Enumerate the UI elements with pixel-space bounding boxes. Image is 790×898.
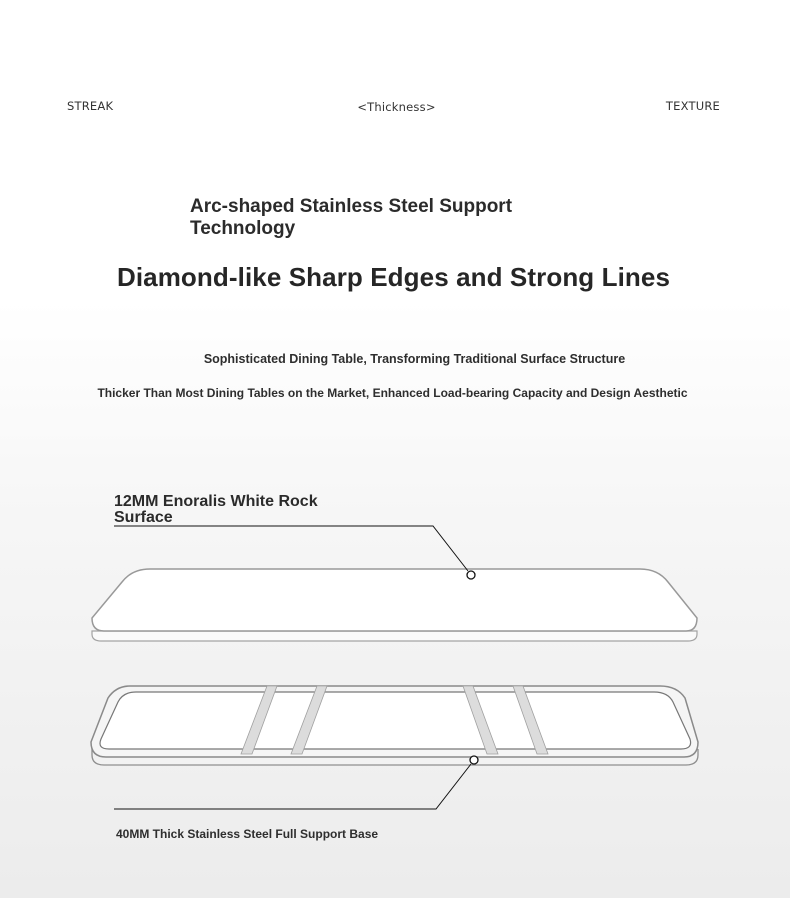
steel-base-frame	[91, 686, 698, 765]
surface-label: 12MM Enoralis White Rock Surface	[114, 493, 318, 526]
nav-thickness[interactable]: <Thickness>	[357, 100, 436, 114]
nav-texture[interactable]: TEXTURE	[665, 99, 720, 113]
description-line-1: Sophisticated Dining Table, Transforming Traditional Surface Structure	[203, 352, 626, 366]
description-line-2: Thicker Than Most Dining Tables on the Market, Enhanced Load-bearing Capacity and Design Aesthetic	[97, 386, 688, 400]
base-label: 40MM Thick Stainless Steel Full Support Base	[116, 827, 379, 841]
section-subtitle: Arc-shaped Stainless Steel Support Technology	[190, 196, 513, 239]
tabletop-slab	[92, 569, 697, 641]
page-headline: Diamond-like Sharp Edges and Strong Lines	[116, 262, 671, 292]
nav-streak[interactable]: STREAK	[67, 99, 114, 113]
